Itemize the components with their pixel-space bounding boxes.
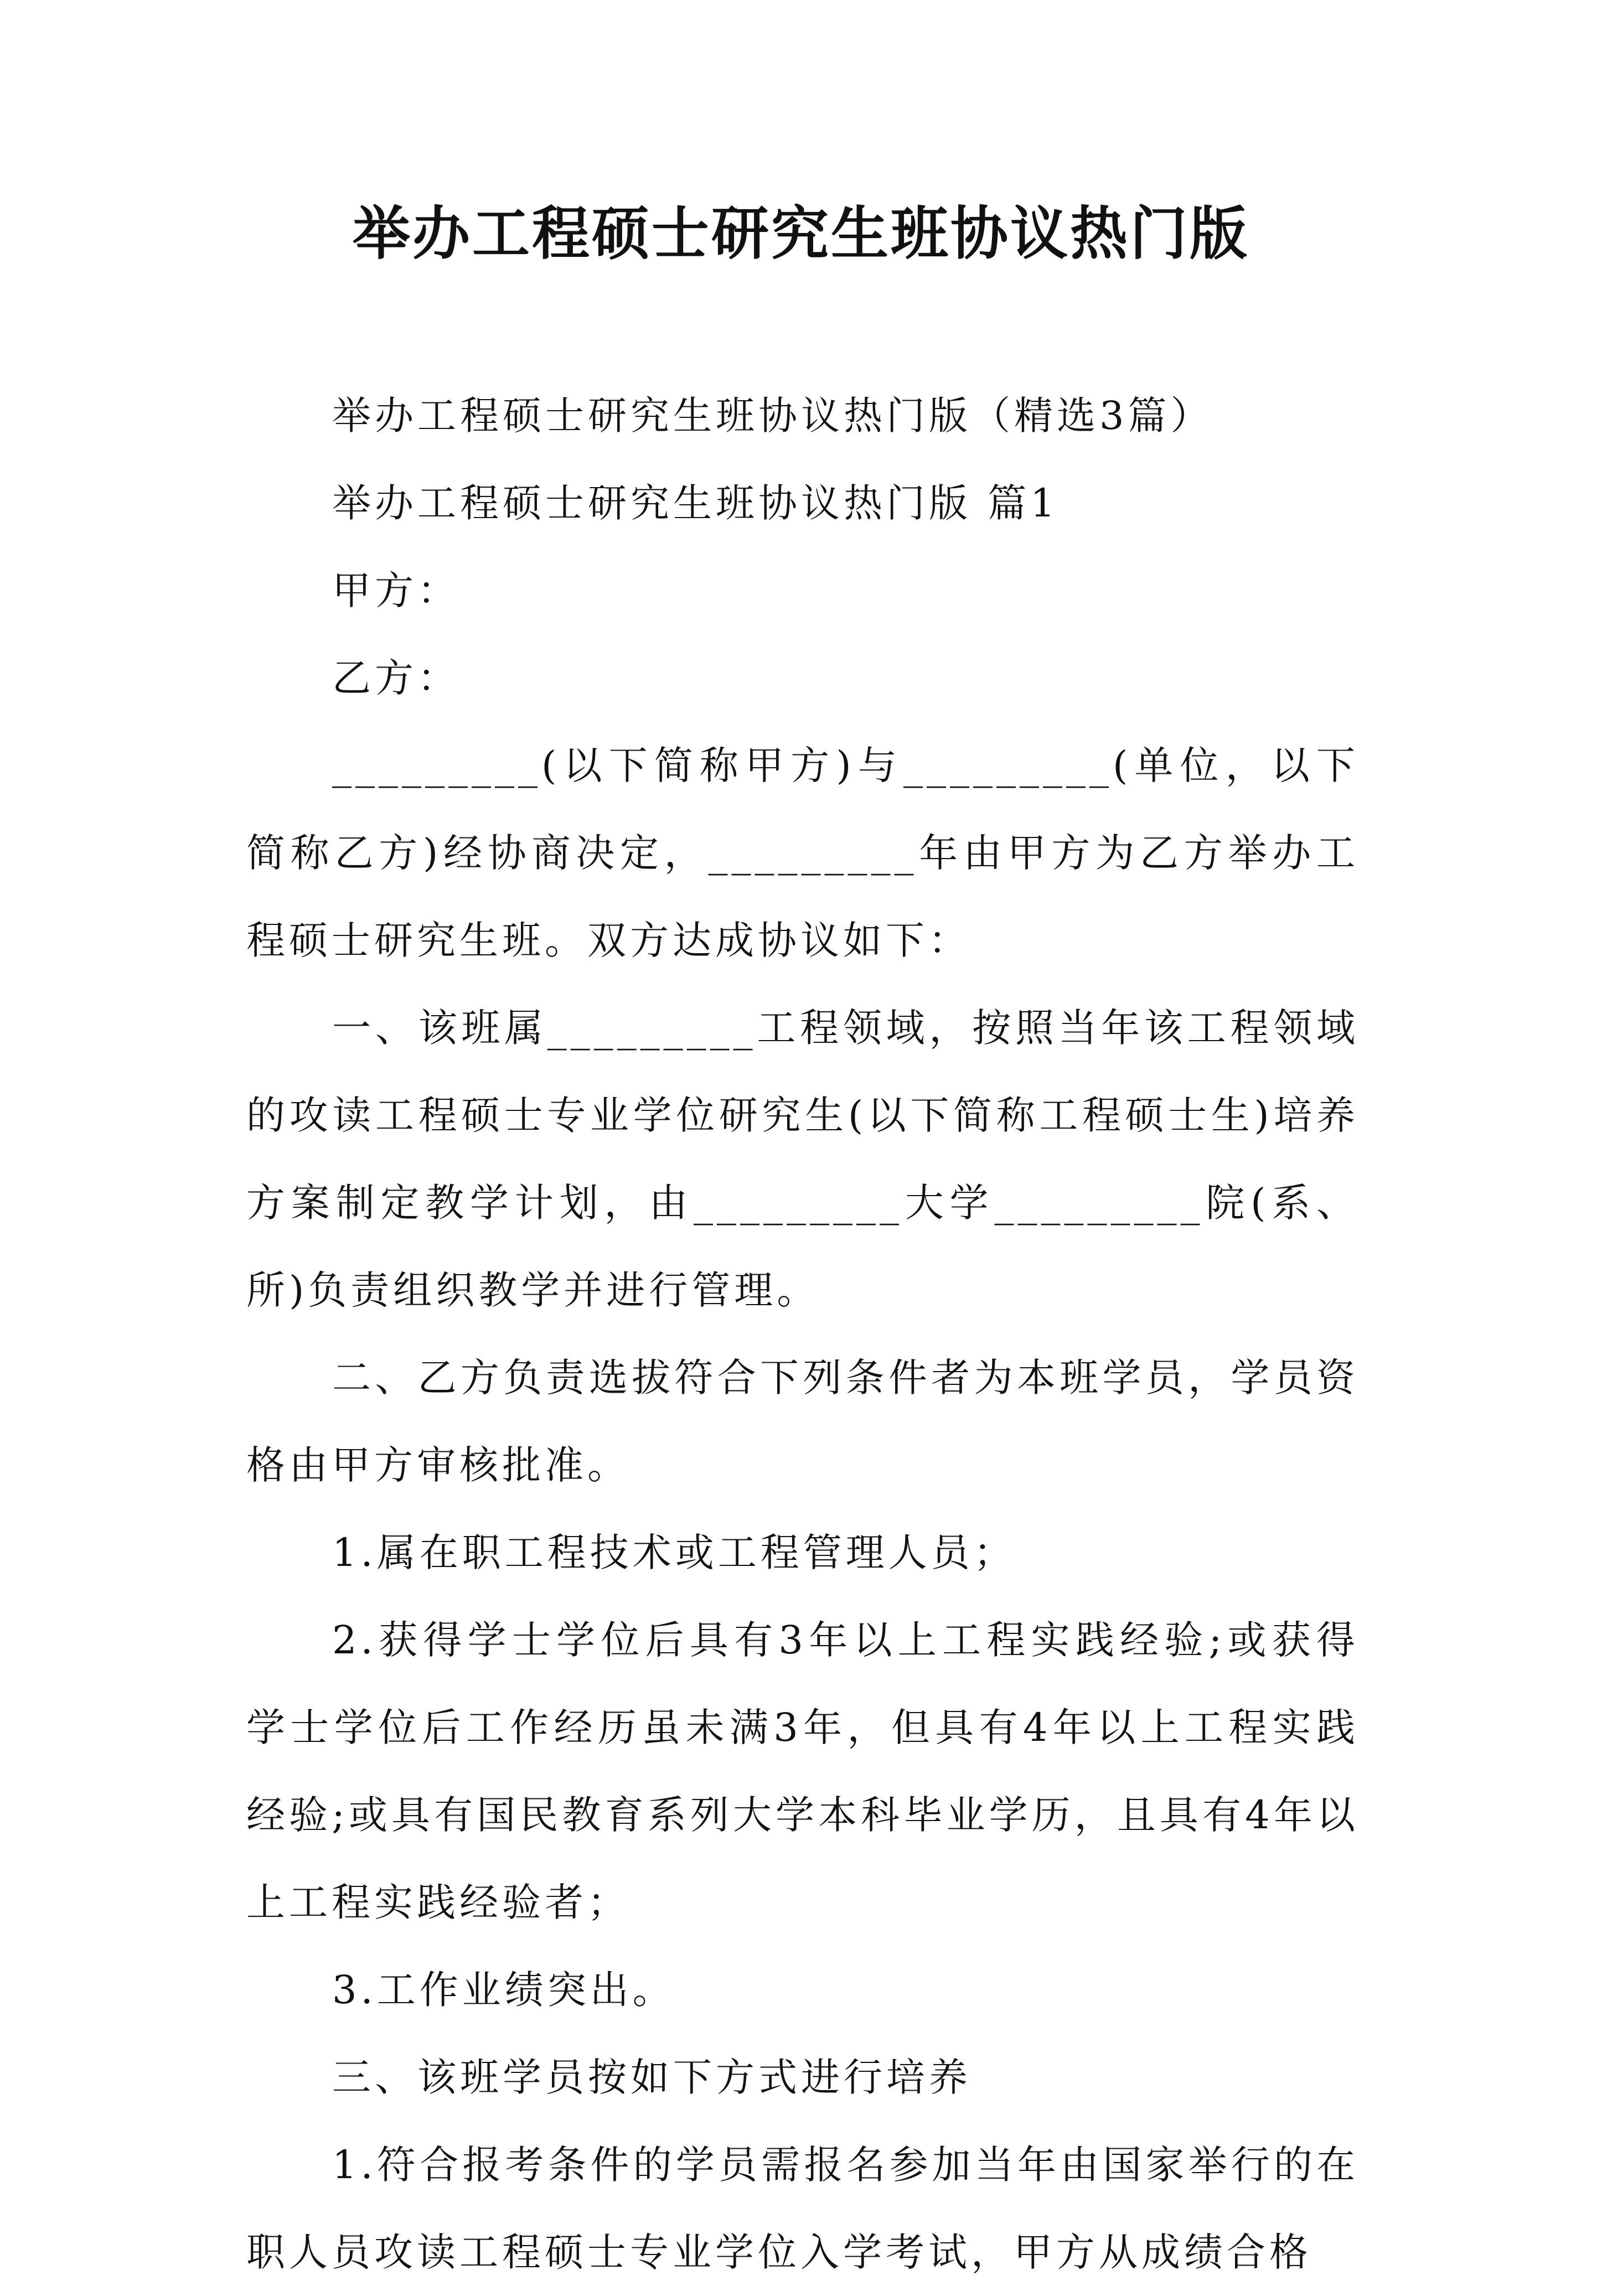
paragraph-section-heading: 举办工程硕士研究生班协议热门版 篇1 — [332, 480, 1059, 526]
paragraph-party-b: 乙方： — [332, 655, 460, 701]
paragraph-clause-3-item-1: 1.符合报考条件的学员需报名参加当年由国家举行的在职人员攻读工程硕士专业学位入学考试，甲方从成绩合格 — [246, 2142, 1359, 2275]
paragraph-clause-3: 三、该班学员按如下方式进行培养 — [332, 2055, 971, 2100]
paragraph-clause-2-item-3: 3.工作业绩突出。 — [332, 1967, 675, 2013]
paragraph-subtitle: 举办工程硕士研究生班协议热门版（精选3篇） — [332, 393, 1213, 438]
document-title: 举办工程硕士研究生班协议热门版 — [352, 199, 1249, 267]
paragraph-preamble: _________(以下简称甲方)与_________(单位，以下简称乙方)经协商决定，_________年由甲方为乙方举办工程硕士研究生班。双方达成协议如下： — [246, 743, 1359, 963]
paragraph-party-a: 甲方： — [332, 568, 460, 613]
document-body — [246, 372, 1359, 2296]
paragraph-clause-2-item-2: 2.获得学士学位后具有3年以上工程实践经验;或获得学士学位后工作经历虽未满3年，但具有4年以上工程实践经验;或具有国民教育系列大学本科毕业学历，且具有4年以上工程实践经验者； — [246, 1617, 1359, 1925]
paragraph-clause-1: 一、该班属_________工程领域，按照当年该工程领域的攻读工程硕士专业学位研究生(以下简称工程硕士生)培养方案制定教学计划，由_________大学_________院(系、所)负责组织教学并进行管理。 — [246, 1005, 1359, 1313]
paragraph-clause-2: 二、乙方负责选拔符合下列条件者为本班学员，学员资格由甲方审核批准。 — [246, 1355, 1359, 1488]
paragraph-clause-2-item-1: 1.属在职工程技术或工程管理人员； — [332, 1530, 1016, 1575]
